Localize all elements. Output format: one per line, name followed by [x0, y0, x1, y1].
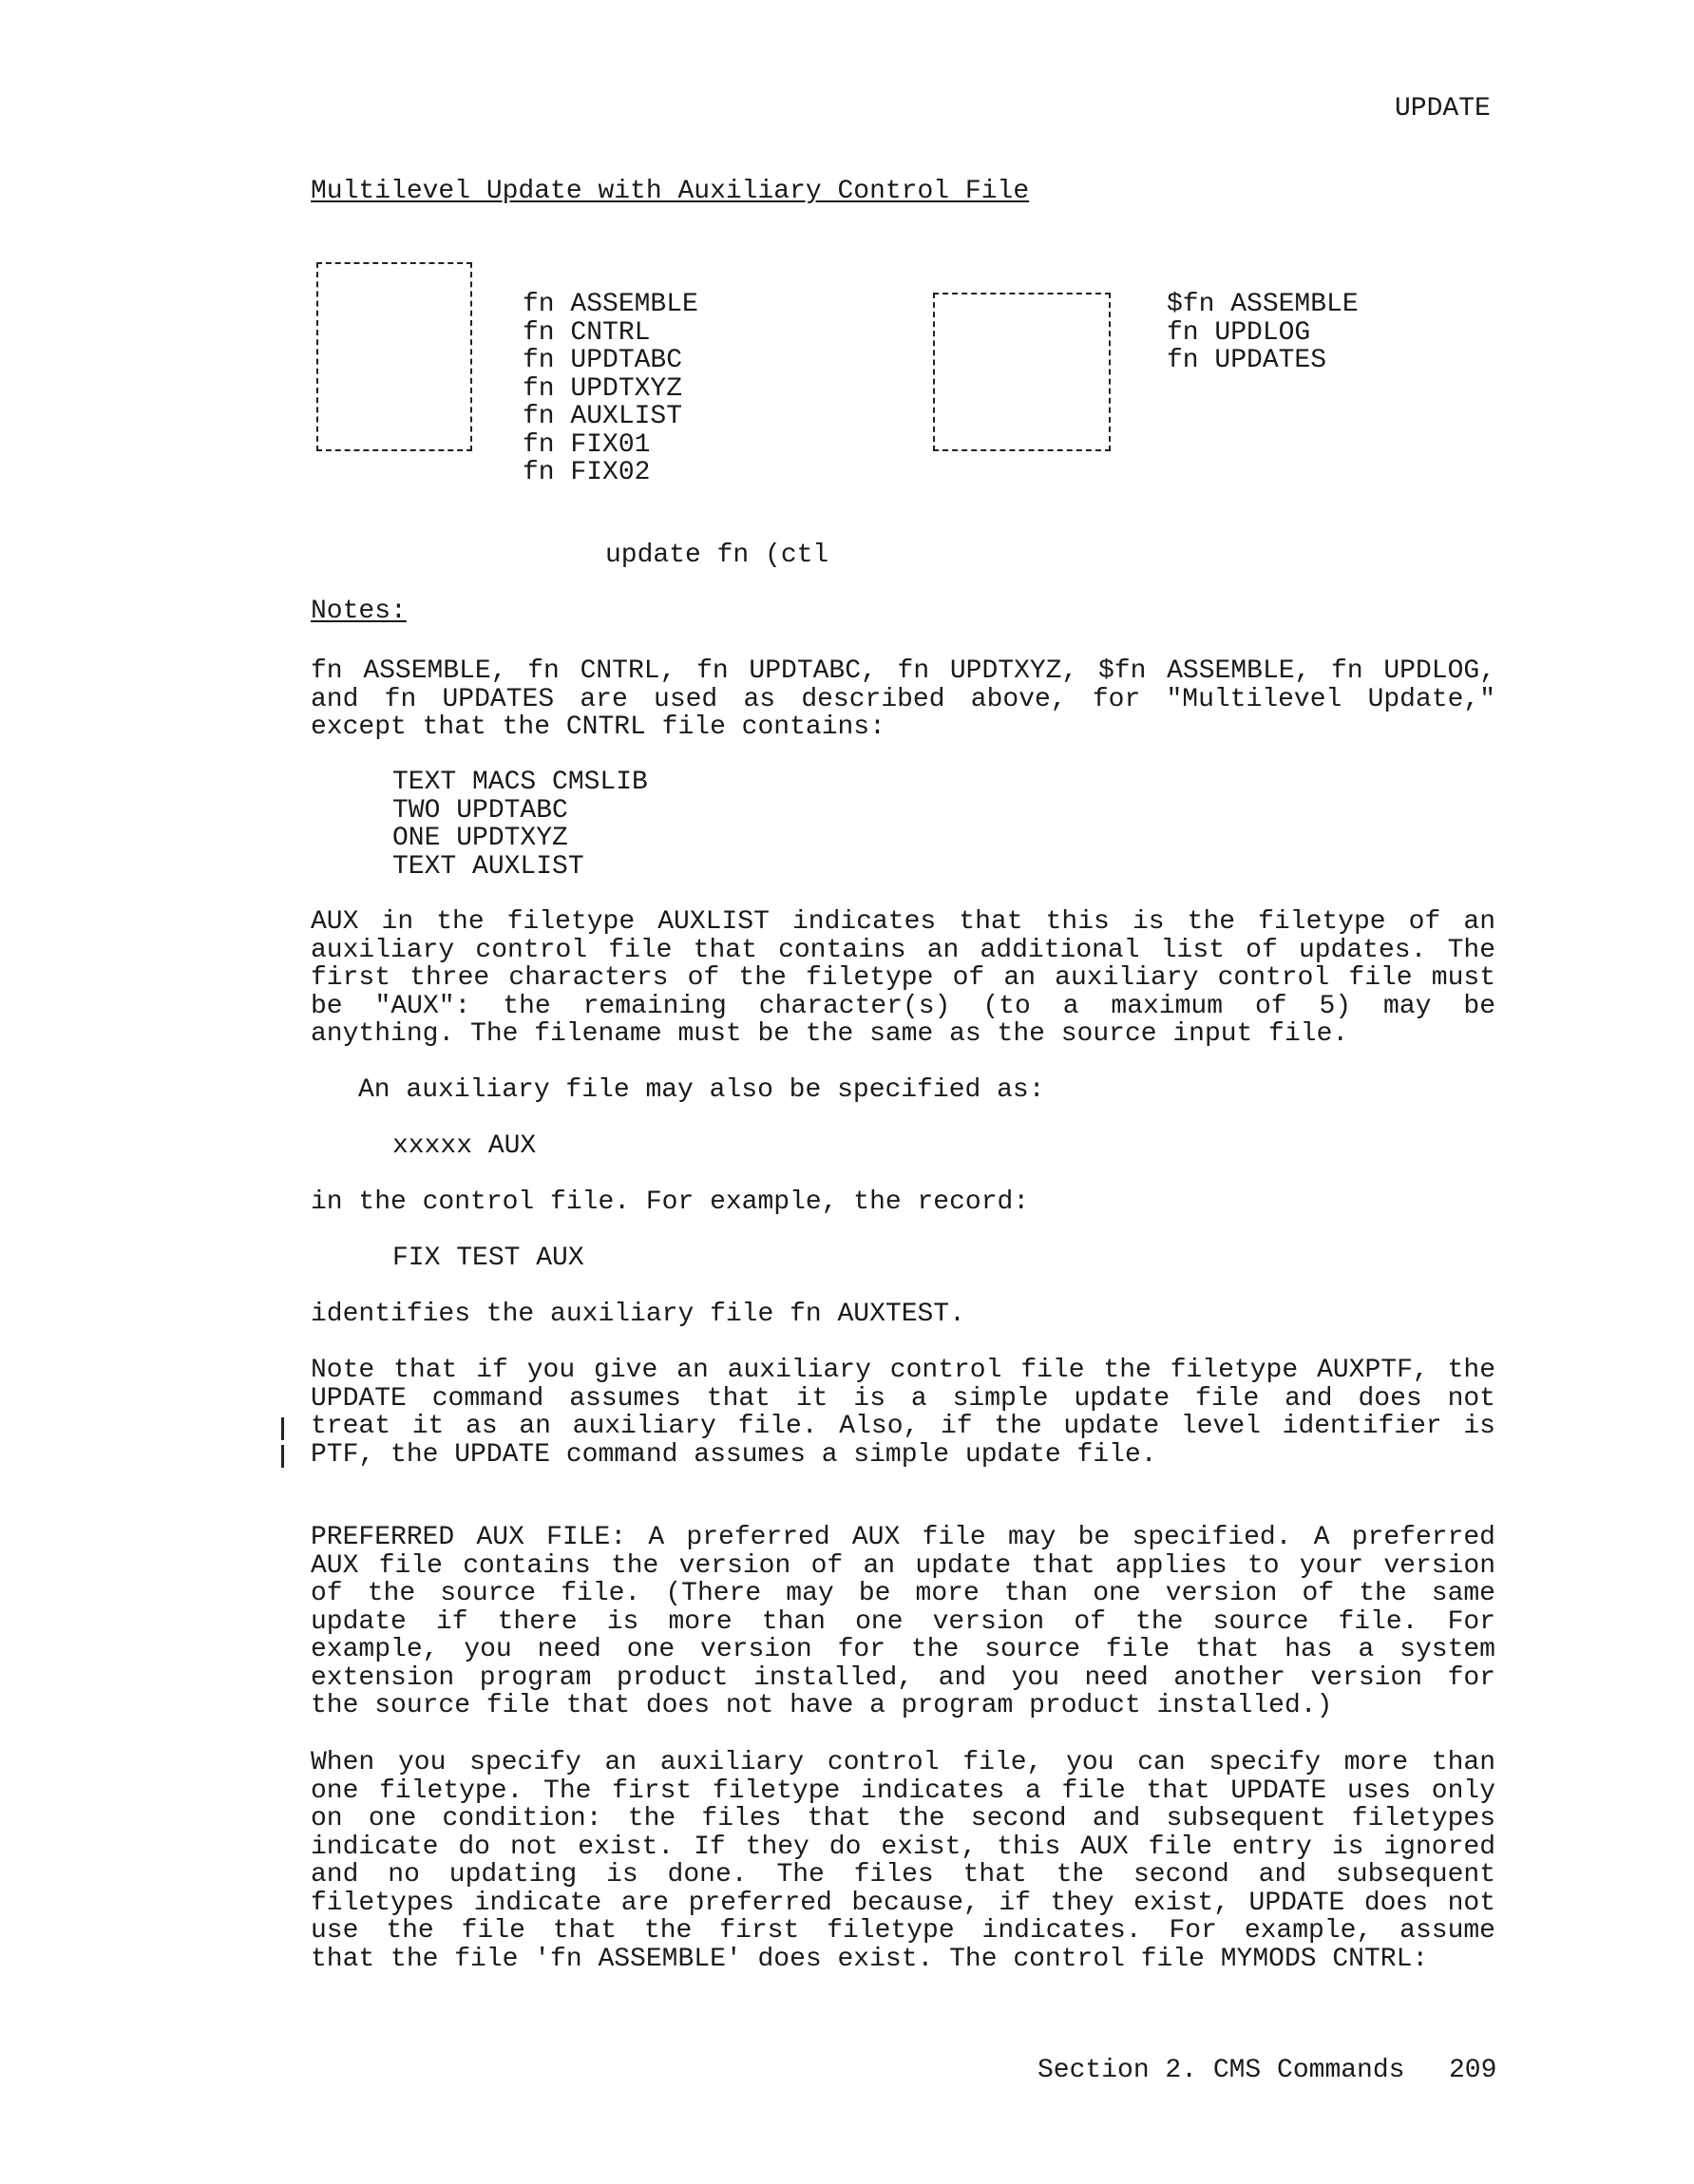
- input-file: fn CNTRL: [523, 317, 651, 348]
- text-line: update if there is more than one version of the source file. For: [311, 1606, 1495, 1637]
- input-file: fn ASSEMBLE: [523, 290, 698, 319]
- auxptf-paragraph: [311, 1357, 1495, 1469]
- text-line: When you specify an auxiliary control file, you can specify more than: [311, 1748, 1495, 1777]
- cntrl-file-contents: [392, 769, 648, 881]
- text-line: first three characters of the filetype of an auxiliary control file must: [311, 963, 1495, 993]
- aux-filetype-paragraph: [311, 908, 1495, 1049]
- aux-spec-example: xxxxx AUX: [392, 1131, 537, 1161]
- cntrl-record: TEXT MACS CMSLIB: [392, 768, 648, 797]
- text-line: AUX in the filetype AUXLIST indicates that this is the filetype of an: [311, 907, 1495, 937]
- multiple-filetypes-paragraph: [311, 1749, 1495, 1973]
- text-line: the source file that does not have a program product installed.): [311, 1691, 1333, 1720]
- preferred-aux-paragraph: [311, 1524, 1495, 1720]
- output-file: $fn ASSEMBLE: [1167, 290, 1359, 319]
- notes-heading: Notes:: [311, 597, 407, 626]
- update-command: update fn (ctl: [605, 541, 829, 570]
- text-line: except that the CNTRL file contains:: [311, 712, 885, 742]
- text-line: one filetype. The first filetype indicates a file that UPDATE uses only: [311, 1776, 1495, 1806]
- cntrl-record: TWO UPDTABC: [392, 795, 568, 826]
- text-line: AUX file contains the version of an update that applies to your version: [311, 1550, 1495, 1581]
- text-line: of the source file. (There may be more than one version of the same: [311, 1579, 1495, 1608]
- text-line: be "AUX": the remaining character(s) (to a maximum of 5) may be: [311, 991, 1495, 1021]
- auxtest-paragraph: identifies the auxiliary file fn AUXTEST.: [311, 1300, 965, 1329]
- cntrl-record: ONE UPDTXYZ: [392, 824, 568, 853]
- text-line: filetypes indicate are preferred because, if they exist, UPDATE does not: [311, 1888, 1495, 1918]
- text-line: auxiliary control file that contains an additional list of updates. The: [311, 935, 1495, 965]
- aux-spec-paragraph: An auxiliary file may also be specified as:: [358, 1075, 1045, 1105]
- text-line: Note that if you give an auxiliary control file the filetype AUXPTF, the: [311, 1356, 1495, 1385]
- text-line: and no updating is done. The files that the second and subsequent: [311, 1860, 1495, 1890]
- input-file: fn FIX01: [523, 429, 651, 460]
- text-line: UPDATE command assumes that it is a simple update file and does not: [311, 1383, 1495, 1414]
- text-line: extension program product installed, and you need another version for: [311, 1662, 1495, 1693]
- section-title: Multilevel Update with Auxiliary Control File: [311, 177, 1030, 206]
- output-file-list: [1167, 291, 1359, 375]
- control-file-paragraph: in the control file. For example, the record:: [311, 1187, 1030, 1217]
- text-line: use the file that the first filetype indicates. For example, assume: [311, 1916, 1495, 1946]
- text-line: treat it as an auxiliary file. Also, if the update level identifier is: [311, 1412, 1495, 1441]
- output-file: fn UPDLOG: [1167, 317, 1311, 348]
- input-file: fn FIX02: [523, 458, 651, 487]
- input-file: fn UPDTABC: [523, 346, 683, 375]
- revision-bar: [281, 1445, 284, 1468]
- text-line: fn ASSEMBLE, fn CNTRL, fn UPDTABC, fn UPDTXYZ, $fn ASSEMBLE, fn UPDLOG,: [311, 656, 1495, 686]
- text-line: example, you need one version for the source file that has a system: [311, 1635, 1495, 1664]
- record-example: FIX TEST AUX: [392, 1244, 584, 1273]
- input-file: fn UPDTXYZ: [523, 373, 683, 404]
- output-box: [933, 293, 1111, 451]
- footer-section: Section 2. CMS Commands: [1037, 2056, 1405, 2085]
- input-file: fn AUXLIST: [523, 402, 683, 431]
- input-file-list: [523, 291, 698, 487]
- running-header: UPDATE: [1395, 94, 1491, 123]
- output-file: fn UPDATES: [1167, 346, 1327, 375]
- input-box: [316, 262, 472, 451]
- cntrl-record: TEXT AUXLIST: [392, 851, 584, 882]
- text-line: indicate do not exist. If they do exist, this AUX file entry is ignored: [311, 1832, 1495, 1862]
- text-line: PTF, the UPDATE command assumes a simple update file.: [311, 1439, 1157, 1470]
- revision-bar: [281, 1417, 284, 1440]
- text-line: on one condition: the files that the second and subsequent filetypes: [311, 1804, 1495, 1833]
- page-number: 209: [1449, 2056, 1497, 2085]
- text-line: and fn UPDATES are used as described above, for "Multilevel Update,": [311, 684, 1495, 714]
- text-line: that the file 'fn ASSEMBLE' does exist. The control file MYMODS CNTRL:: [311, 1944, 1429, 1974]
- text-line: anything. The filename must be the same as the source input file.: [311, 1019, 1349, 1049]
- notes-paragraph-1: [311, 657, 1495, 742]
- text-line: PREFERRED AUX FILE: A preferred AUX file may be specified. A preferred: [311, 1523, 1495, 1552]
